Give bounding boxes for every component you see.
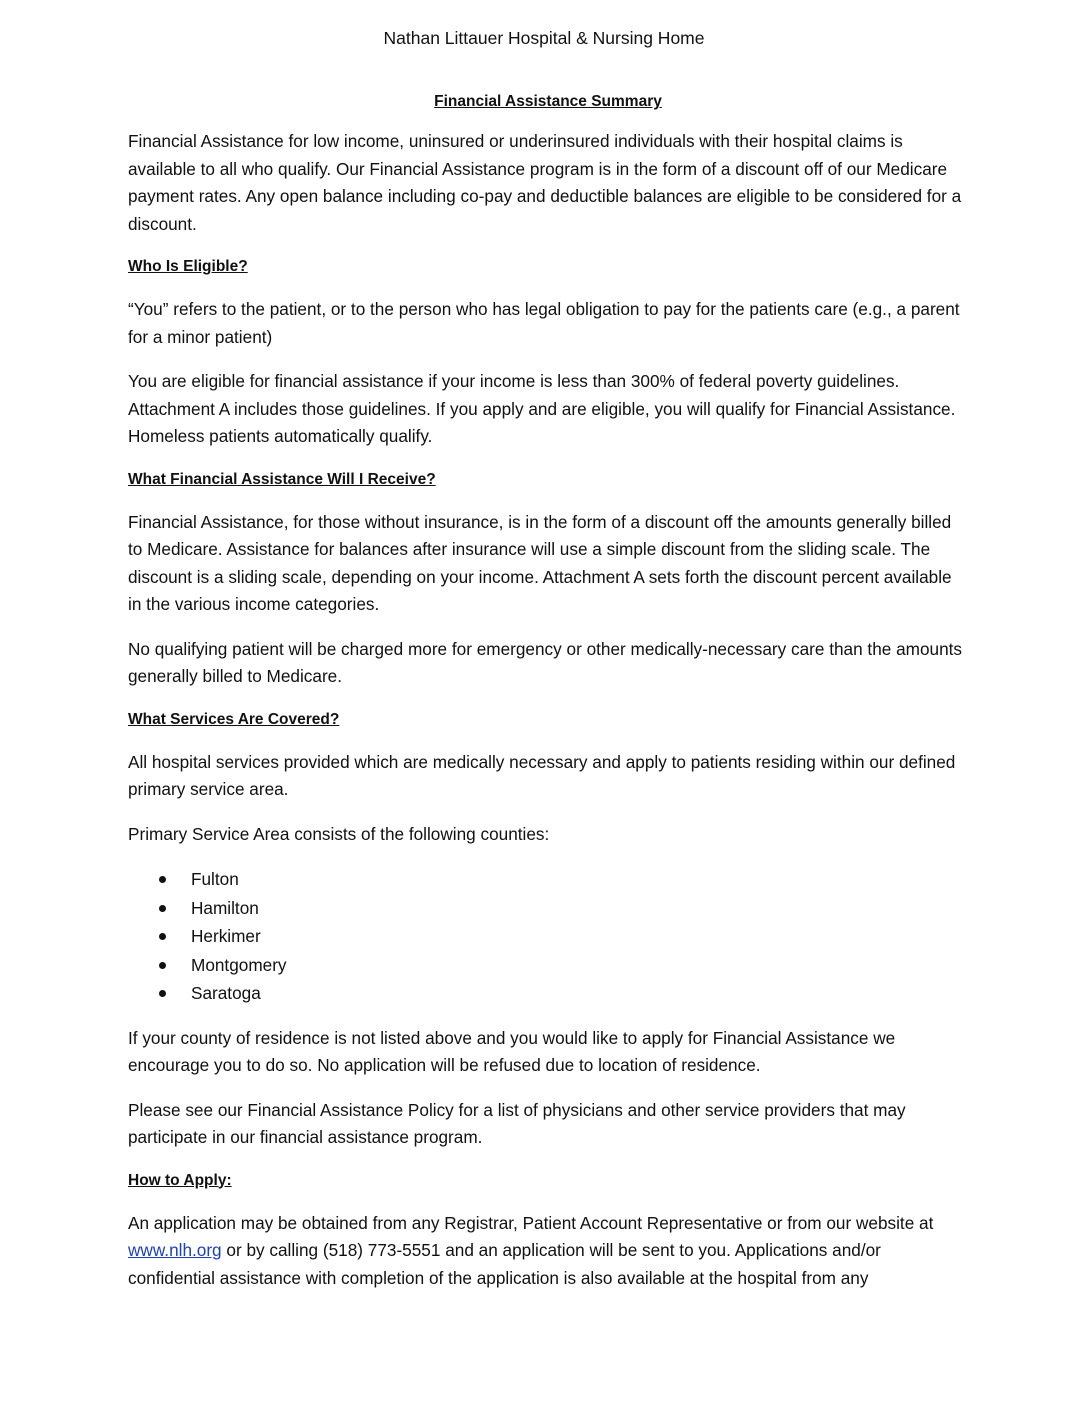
section-heading-eligible: Who Is Eligible? <box>128 258 248 275</box>
receive-paragraph-2: No qualifying patient will be charged more for emergency or other medically-necessary care than the amounts generally billed to Medicare. <box>128 638 963 686</box>
list-item <box>128 865 968 894</box>
list-item <box>128 894 968 923</box>
services-paragraph-4: Please see our Financial Assistance Policy for a list of physicians and other service providers that may participate in our financial assistance program. <box>128 1099 906 1147</box>
county-name: Hamilton <box>191 897 259 918</box>
services-paragraph-3: If your county of residence is not listed above and you would like to apply for Financial Assistance we encourage you to do so. No application will be refused due to location of residence. <box>128 1027 896 1075</box>
bullet-icon <box>159 905 166 912</box>
bullet-icon <box>159 962 166 969</box>
receive-paragraph-1: Financial Assistance, for those without insurance, is in the form of a discount off the amounts generally billed to Medicare. Assistance for balances after insurance will use a simple discount from the sliding scale. The discount is a sliding scale, depending on your income. Attachment A sets forth the discount percent available in the various income categories. <box>128 511 952 614</box>
list-item <box>128 922 968 951</box>
apply-paragraph <box>128 1210 968 1293</box>
eligible-paragraph-2: You are eligible for financial assistance if your income is less than 300% of federal poverty guidelines. Attachment A includes those guidelines. If you apply and are eligible, you will qualify for Financial Assistance. Homeless patients automatically qualify. <box>128 371 956 446</box>
apply-text-after-link: or by calling (518) 773-5551 and an application will be sent to you. Applications and/or confidential assistance with completion of the application is also available at the hospital from any <box>128 1240 881 1288</box>
document-body <box>128 91 968 1309</box>
list-item <box>128 979 968 1008</box>
apply-text-before-link: An application may be obtained from any Registrar, Patient Account Representative or from our website at <box>128 1212 934 1233</box>
county-name: Montgomery <box>191 954 287 975</box>
document-title: Financial Assistance Summary <box>434 93 662 110</box>
county-name: Herkimer <box>191 926 261 946</box>
bullet-icon <box>159 876 166 883</box>
services-paragraph-2: Primary Service Area consists of the following counties: <box>128 823 550 844</box>
website-link[interactable]: www.nlh.org <box>128 1240 222 1260</box>
bullet-icon <box>159 990 166 997</box>
county-name: Saratoga <box>191 983 261 1003</box>
county-list <box>128 865 968 1008</box>
page-header: Nathan Littauer Hospital & Nursing Home <box>383 28 705 48</box>
list-item <box>128 951 968 980</box>
intro-paragraph: Financial Assistance for low income, uninsured or underinsured individuals with their hospital claims is available to all who qualify. Our Financial Assistance program is in the form of a discount off of our Medicare payment rates. Any open balance including co-pay and deductible balances are eligible to be considered for a discount. <box>128 131 962 234</box>
section-heading-services: What Services Are Covered? <box>128 710 340 728</box>
bullet-icon <box>159 933 166 940</box>
county-name: Fulton <box>191 869 239 889</box>
eligible-paragraph-1: “You” refers to the patient, or to the person who has legal obligation to pay for the patients care (e.g., a parent for a minor patient) <box>128 299 960 347</box>
services-paragraph-1: All hospital services provided which are medically necessary and apply to patients residing within our defined primary service area. <box>128 751 956 799</box>
section-heading-receive: What Financial Assistance Will I Receive? <box>128 470 436 488</box>
section-heading-apply: How to Apply: <box>128 1171 232 1189</box>
